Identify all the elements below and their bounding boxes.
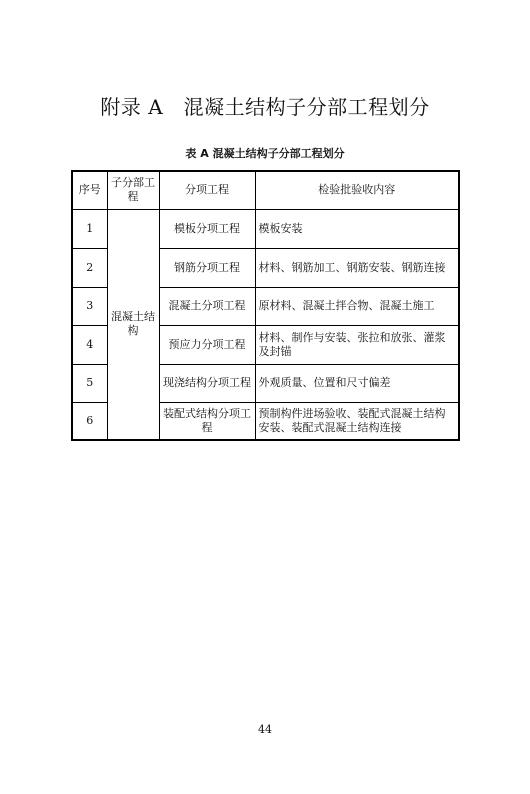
row-content: 模板安装: [255, 209, 459, 248]
row-content: 外观质量、位置和尺寸偏差: [255, 364, 459, 402]
row-seq: 6: [72, 402, 107, 440]
row-seq: 4: [72, 325, 107, 364]
page-number: 44: [258, 723, 272, 736]
row-content: 材料、制作与安装、张拉和放张、灌浆及封锚: [255, 325, 459, 364]
row-seq: 5: [72, 364, 107, 402]
table-caption: 表 A 混凝土结构子分部工程划分: [185, 147, 345, 160]
subdivision-cell: 混凝土结构: [107, 209, 159, 440]
row-content: 原材料、混凝土拌合物、混凝土施工: [255, 287, 459, 325]
table-header-row: [72, 171, 459, 209]
row-content: 材料、钢筋加工、钢筋安装、钢筋连接: [255, 248, 459, 287]
row-item: 现浇结构分项工程: [159, 364, 255, 402]
header-subdivision: 子分部工程: [107, 171, 159, 209]
division-table: [71, 170, 460, 441]
header-seq: 序号: [72, 171, 107, 209]
row-seq: 1: [72, 209, 107, 248]
table-row: [72, 209, 459, 248]
row-content: 预制构件进场验收、装配式混凝土结构安装、装配式混凝土结构连接: [255, 402, 459, 440]
row-seq: 2: [72, 248, 107, 287]
header-content: 检验批验收内容: [255, 171, 459, 209]
row-seq: 3: [72, 287, 107, 325]
row-item: 钢筋分项工程: [159, 248, 255, 287]
page-title: 附录 A 混凝土结构子分部工程划分: [100, 95, 430, 119]
row-item: 预应力分项工程: [159, 325, 255, 364]
row-item: 装配式结构分项工程: [159, 402, 255, 440]
row-item: 混凝土分项工程: [159, 287, 255, 325]
row-item: 模板分项工程: [159, 209, 255, 248]
header-item: 分项工程: [159, 171, 255, 209]
